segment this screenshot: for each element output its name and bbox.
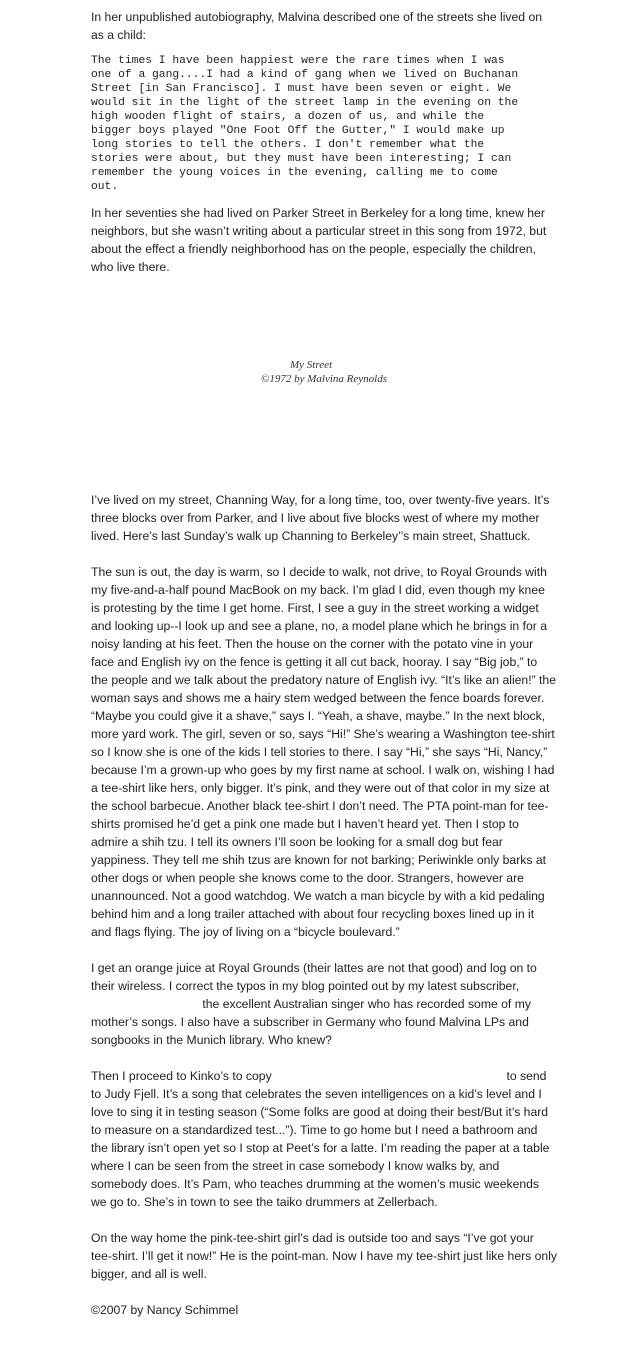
footer-copyright: ©2007 by Nancy Schimmel bbox=[91, 1303, 239, 1317]
kinkos-text-before: Then I proceed to Kinko’s to copy bbox=[91, 1069, 272, 1083]
orange-juice-paragraph bbox=[91, 959, 557, 1049]
song-credit bbox=[91, 358, 557, 386]
oj-text-after: the excellent Australian singer who has recorded some of my mother’s songs. I also have a subscriber in Germany who found Malvina LPs and songbooks in the Munich library. Who knew? bbox=[91, 997, 531, 1047]
home-paragraph: On the way home the pink-tee-shirt girl’s dad is outside too and says “I’ve got your tee-shirt. I’ll get it now!” He is the point-man. Now I have my tee-shirt just like hers only bigger, and all is well. bbox=[91, 1231, 558, 1281]
article bbox=[91, 8, 558, 1317]
quote-line: bigger boys played "One Foot Off the Gutter," I would make up bbox=[91, 125, 505, 137]
quote-line: one of a gang....I had a kind of gang when we lived on Buchanan bbox=[91, 69, 519, 81]
song-title: My Street bbox=[289, 359, 333, 371]
oj-text-before: I get an orange juice at Royal Grounds (their lattes are not that good) and log on to their wireless. I correct the typos in my blog pointed out by my latest subscriber, bbox=[91, 961, 537, 993]
seventies-paragraph: In her seventies she had lived on Parker Street in Berkeley for a long time, knew her neighbors, but she wasn’t writing about a particular street in this song from 1972, but about the effect a friendly neighborhood has on the people, especially the children, who live there. bbox=[91, 206, 547, 274]
kinkos-text-after: to send to Judy Fjell. It’s a song that celebrates the seven intelligences on a kid’s level and I love to sing it in testing season (“Some folks are good at doing their best/But it’s hard to measure on a standardized test...”). Time to go home but I need a bathroom and the library isn’t open yet so I stop at Peet’s for a latte. I’m reading the paper at a table where I can be seen from the street in case somebody I know walks by, and somebody does. It’s Pam, who teaches drumming at the women’s music weekends we go to. She’s in town to see the taiko drummers at Zellerbach. bbox=[91, 1069, 550, 1209]
channing-paragraph: I’ve lived on my street, Channing Way, for a long time, too, over twenty-five years. It’s three blocks over from Parker, and I live about five blocks west of where my mother lived. Here’s last Sunday’s walk up Channing to Berkeley’’s main street, Shattuck. bbox=[91, 493, 550, 543]
quote-line: long stories to tell the others. I don't remember what the bbox=[91, 139, 485, 151]
quote-line: stories were about, but they must have been interesting; I can bbox=[91, 153, 512, 165]
quote-line: high wooden flight of stairs, a dozen of us, and while the bbox=[91, 111, 485, 123]
autobiography-quote bbox=[91, 54, 557, 194]
quote-line: remember the young voices in the evening, calling me to come bbox=[91, 167, 498, 179]
walk-story bbox=[91, 491, 557, 1337]
quote-line: The times I have been happiest were the rare times when I was bbox=[91, 55, 505, 67]
quote-line: out. bbox=[91, 181, 119, 193]
walk-paragraph: The sun is out, the day is warm, so I decide to walk, not drive, to Royal Grounds with my five-and-a-half pound MacBook on my back. I’m glad I did, even though my knee is protesting by the time I get home. First, I see a guy in the street working a widget and looking up--I look up and see a plane, no, a model plane which he brings in for a noisy landing at his feet. Then the house on the corner with the potato vine in your face and English ivy on the fence is getting it all cut back, hooray. I say “Big job,” to the people and we talk about the predatory nature of English ivy. “It’s like an alien!” the woman says and shows me a hairy stem wedged between the fence boards forever. “Maybe you could give it a shave,” says I. “Yeah, a shave, maybe.” In the next block, more yard work. The girl, seven or so, says “Hi!” She’s wearing a Washington tee-shirt so I know she is one of the kids I tell stories to there. I say “Hi,” she says “Hi, Nancy,” because I’m a grown-up who goes by my first name at school. I walk on, wishing I had a tee-shirt like hers, only bigger. It’s pink, and they were out of that color in my size at the school barbecue. Another black tee-shirt I don’t need. The PTA point-man for tee-shirts promised he’d get a pink one made but I haven’t heard yet. Then I stop to admire a shih tzu. I tell its owners I’ll soon be looking for a small dog but fear yappiness. They tell me shih tzus are known for not barking; Periwinkle only barks at other dogs or when people she knows come to the door. Strangers, however are unannounced. Not a good watchdog. We watch a man bicycle by with a kid pedaling behind him and a long trailer attached with about four recycling boxes lined up in it and flags flying. The joy of living on a “bicycle boulevard.” bbox=[91, 565, 556, 939]
intro-paragraph: In her unpublished autobiography, Malvina described one of the streets she lived on as a child: bbox=[91, 10, 543, 42]
kinkos-paragraph bbox=[91, 1067, 557, 1211]
quote-line: would sit in the light of the street lamp in the evening on the bbox=[91, 97, 519, 109]
song-copyright: ©1972 by Malvina Reynolds bbox=[261, 373, 387, 385]
quote-line: Street [in San Francisco]. I must have been seven or eight. We bbox=[91, 83, 512, 95]
